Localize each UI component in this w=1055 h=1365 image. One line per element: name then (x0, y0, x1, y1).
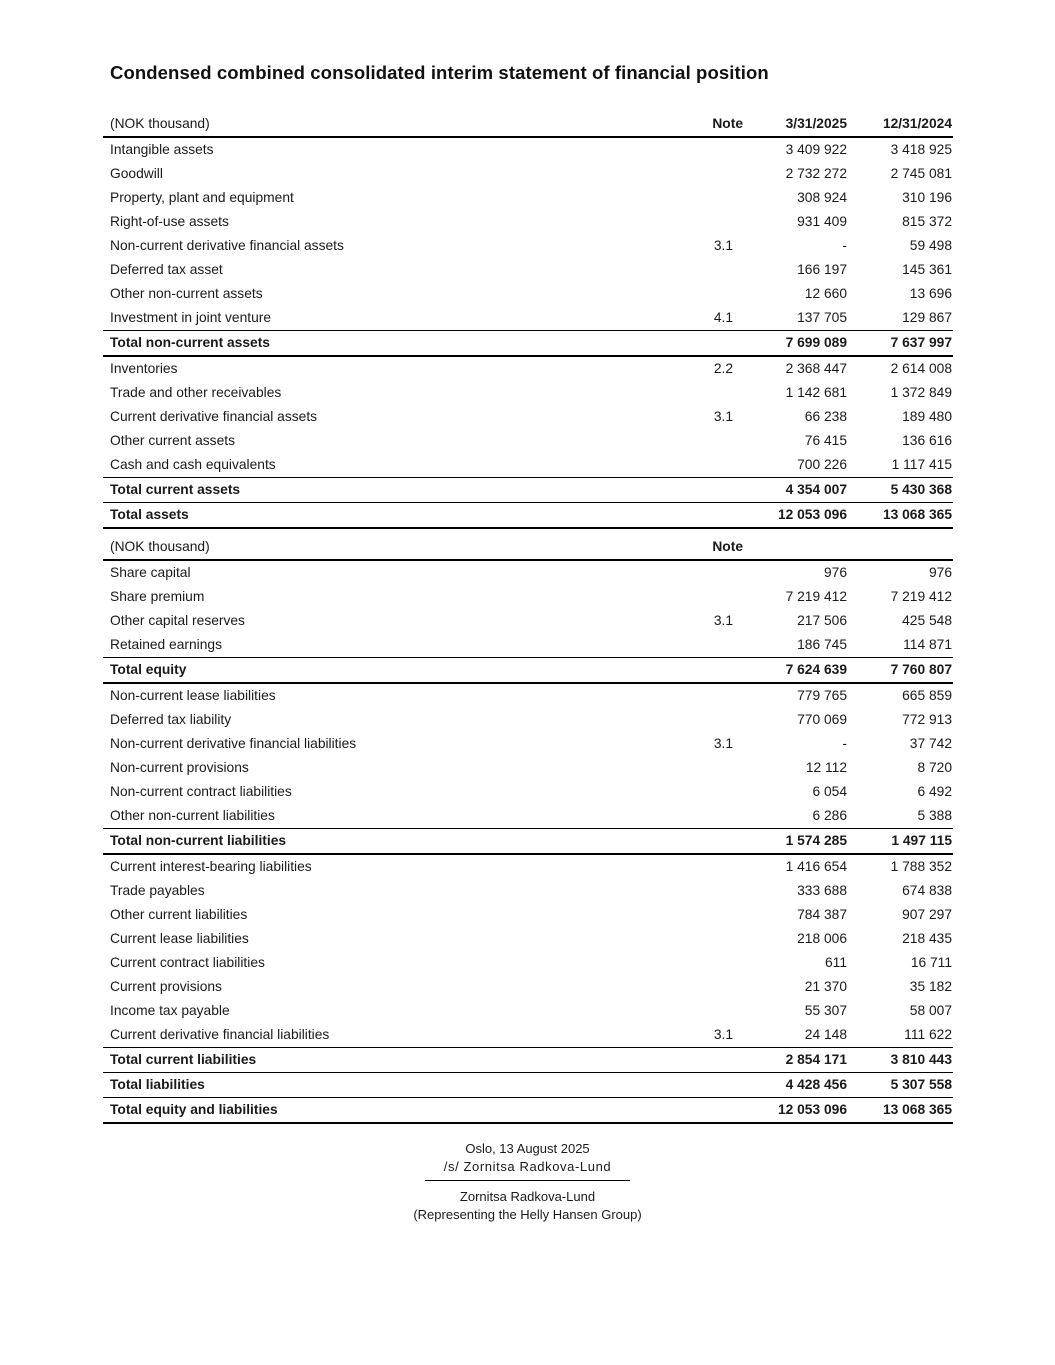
table-row (103, 210, 953, 234)
table-row (103, 585, 953, 609)
assets-table (103, 112, 953, 529)
cell-col1: 976 (823, 565, 847, 580)
equity-liabilities-table-header-row (103, 535, 953, 560)
column-header-col2: 12/31/2024 (847, 112, 953, 137)
cell-note (600, 1098, 743, 1124)
cell-label: Other capital reserves (110, 613, 245, 628)
cell-note: 2.2 (713, 361, 733, 376)
table-row (103, 234, 953, 258)
cell-label: Current lease liabilities (110, 931, 249, 946)
cell-note (600, 560, 743, 585)
cell-label: Property, plant and equipment (110, 190, 294, 205)
cell-label: Intangible assets (110, 142, 214, 157)
cell-col2: 8 720 (917, 760, 952, 775)
cell-col2: 310 196 (902, 190, 952, 205)
cell-label: Investment in joint venture (110, 310, 272, 325)
cell-label: Total assets (103, 503, 600, 529)
signature-representing: (Representing the Helly Hansen Group) (413, 1206, 642, 1222)
column-header-col1: 3/31/2025 (743, 112, 847, 137)
table-row (103, 258, 953, 282)
cell-col1: 784 387 (797, 907, 847, 922)
table-row (103, 478, 953, 503)
cell-note (600, 999, 743, 1023)
cell-col2: 218 435 (902, 931, 952, 946)
cell-label: Cash and cash equivalents (110, 457, 276, 472)
cell-label: Other non-current assets (110, 286, 263, 301)
cell-label: Total liabilities (103, 1073, 600, 1098)
table-row (103, 756, 953, 780)
cell-note: 4.1 (713, 310, 733, 325)
equity-liabilities-table-body (103, 560, 953, 1123)
cell-col2: 1 372 849 (890, 385, 952, 400)
table-row (103, 609, 953, 633)
cell-note (600, 951, 743, 975)
cell-note (600, 683, 743, 708)
signature-rule (425, 1180, 630, 1181)
cell-note (600, 658, 743, 684)
cell-label: Other current assets (110, 433, 235, 448)
cell-col2: 2 745 081 (890, 166, 952, 181)
table-row (103, 732, 953, 756)
cell-note (600, 829, 743, 855)
table-row (103, 975, 953, 999)
table-row (103, 658, 953, 684)
cell-col1: 2 368 447 (785, 361, 847, 376)
cell-label: Income tax payable (110, 1003, 230, 1018)
cell-col1: 217 506 (797, 613, 847, 628)
cell-note (600, 258, 743, 282)
cell-label: Total equity and liabilities (103, 1098, 600, 1124)
cell-col1: 308 924 (797, 190, 847, 205)
cell-label: Trade and other receivables (110, 385, 282, 400)
cell-col2: 114 871 (903, 637, 952, 652)
cell-col1: 6 054 (812, 784, 847, 799)
cell-col1: 218 006 (797, 931, 847, 946)
cell-label: Current interest-bearing liabilities (110, 859, 312, 874)
cell-col1: 1 574 285 (743, 829, 847, 855)
cell-col1: 3 409 922 (785, 142, 847, 157)
column-header-col1 (743, 535, 847, 560)
table-row (103, 381, 953, 405)
column-header-label: (NOK thousand) (103, 112, 600, 137)
cell-col2: 111 622 (904, 1027, 952, 1042)
table-row (103, 1023, 953, 1048)
cell-note (600, 186, 743, 210)
cell-label: Total equity (103, 658, 600, 684)
cell-col2: 37 742 (909, 736, 952, 751)
table-row (103, 633, 953, 658)
cell-col1: - (842, 736, 847, 751)
cell-col2: 189 480 (902, 409, 952, 424)
cell-label: Current provisions (110, 979, 222, 994)
cell-label: Inventories (110, 361, 178, 376)
cell-col1: 4 354 007 (743, 478, 847, 503)
table-row (103, 137, 953, 162)
cell-col1: 2 732 272 (785, 166, 847, 181)
cell-col1: 700 226 (797, 457, 847, 472)
cell-col2: 2 614 008 (890, 361, 952, 376)
table-row (103, 503, 953, 529)
table-row (103, 405, 953, 429)
table-row (103, 927, 953, 951)
cell-label: Deferred tax liability (110, 712, 232, 727)
cell-col1: 7 624 639 (743, 658, 847, 684)
cell-note: 3.1 (713, 409, 733, 424)
cell-note (600, 503, 743, 529)
cell-col1: 12 053 096 (743, 1098, 847, 1124)
cell-col1: 76 415 (804, 433, 847, 448)
cell-col2: 772 913 (902, 712, 952, 727)
cell-label: Total current assets (103, 478, 600, 503)
table-row (103, 560, 953, 585)
cell-col2: 35 182 (909, 979, 952, 994)
cell-col2: 13 068 365 (847, 503, 953, 529)
cell-label: Non-current contract liabilities (110, 784, 292, 799)
signature-signed-line: /s/ Zornitsa Radkova-Lund (443, 1158, 612, 1174)
cell-label: Other current liabilities (110, 907, 248, 922)
cell-note (600, 453, 743, 478)
table-row (103, 951, 953, 975)
cell-col2: 136 616 (902, 433, 952, 448)
cell-col2: 907 297 (902, 907, 952, 922)
table-row (103, 879, 953, 903)
cell-col1: 12 053 096 (743, 503, 847, 529)
cell-col1: 1 142 681 (785, 385, 847, 400)
cell-note: 3.1 (713, 238, 733, 253)
table-row (103, 429, 953, 453)
cell-col2: 13 696 (909, 286, 952, 301)
cell-label: Trade payables (110, 883, 205, 898)
table-row (103, 829, 953, 855)
table-row (103, 186, 953, 210)
cell-note: 3.1 (713, 613, 733, 628)
cell-label: Goodwill (110, 166, 163, 181)
cell-col2: 6 492 (917, 784, 952, 799)
assets-table-header-row (103, 112, 953, 137)
signature-place-date: Oslo, 13 August 2025 (465, 1141, 590, 1156)
cell-note (600, 633, 743, 658)
cell-col2: 815 372 (902, 214, 952, 229)
cell-col2: 1 788 352 (890, 859, 952, 874)
cell-note (600, 478, 743, 503)
cell-col2: 5 430 368 (847, 478, 953, 503)
cell-note (600, 756, 743, 780)
table-row (103, 1098, 953, 1124)
cell-col1: 186 745 (797, 637, 847, 652)
cell-note (600, 879, 743, 903)
cell-col2: 129 867 (902, 310, 952, 325)
cell-label: Total non-current liabilities (103, 829, 600, 855)
cell-note (600, 282, 743, 306)
cell-note (600, 927, 743, 951)
column-header-col2 (847, 535, 953, 560)
cell-note (600, 780, 743, 804)
cell-col2: 58 007 (909, 1003, 952, 1018)
table-row (103, 306, 953, 331)
table-row (103, 162, 953, 186)
cell-note (600, 381, 743, 405)
cell-note (600, 975, 743, 999)
cell-label: Current derivative financial liabilities (110, 1027, 330, 1042)
cell-col2: 13 068 365 (847, 1098, 953, 1124)
cell-label: Total non-current assets (103, 331, 600, 357)
cell-col2: 3 418 925 (890, 142, 952, 157)
cell-label: Retained earnings (110, 637, 222, 652)
cell-col1: 7 219 412 (785, 589, 847, 604)
cell-label: Non-current provisions (110, 760, 249, 775)
page-title: Condensed combined consolidated interim statement of financial position (110, 62, 769, 83)
cell-note (600, 1048, 743, 1073)
cell-col2: 976 (928, 565, 952, 580)
cell-note (600, 585, 743, 609)
cell-col1: 779 765 (797, 688, 847, 703)
cell-label: Total current liabilities (103, 1048, 600, 1073)
cell-label: Non-current derivative financial assets (110, 238, 344, 253)
cell-col2: 145 361 (902, 262, 952, 277)
cell-note (600, 1073, 743, 1098)
cell-col2: 665 859 (902, 688, 952, 703)
cell-col1: 66 238 (804, 409, 847, 424)
cell-col2: 7 219 412 (890, 589, 952, 604)
table-row (103, 804, 953, 829)
cell-label: Right-of-use assets (110, 214, 229, 229)
table-row (103, 1048, 953, 1073)
cell-col1: 12 112 (805, 760, 847, 775)
cell-col1: 6 286 (812, 808, 847, 823)
cell-label: Deferred tax asset (110, 262, 223, 277)
cell-col1: 55 307 (804, 1003, 847, 1018)
cell-col1: 770 069 (797, 712, 847, 727)
cell-col1: 931 409 (797, 214, 847, 229)
column-header-label: (NOK thousand) (103, 535, 600, 560)
cell-note (600, 854, 743, 879)
table-row (103, 903, 953, 927)
cell-col2: 7 637 997 (847, 331, 953, 357)
cell-col1: 611 (825, 955, 847, 970)
cell-label: Share capital (110, 565, 191, 580)
cell-label: Other non-current liabilities (110, 808, 275, 823)
cell-col1: - (842, 238, 847, 253)
table-row (103, 1073, 953, 1098)
cell-note (600, 708, 743, 732)
cell-col1: 7 699 089 (743, 331, 847, 357)
cell-col2: 5 388 (917, 808, 952, 823)
cell-col1: 1 416 654 (785, 859, 847, 874)
cell-note (600, 903, 743, 927)
cell-col2: 1 117 415 (891, 457, 952, 472)
table-row (103, 999, 953, 1023)
table-row (103, 780, 953, 804)
cell-note: 3.1 (713, 1027, 733, 1042)
cell-col2: 425 548 (902, 613, 952, 628)
signature-name: Zornitsa Radkova-Lund (459, 1189, 596, 1204)
cell-col2: 16 711 (910, 955, 952, 970)
table-row (103, 683, 953, 708)
cell-col1: 333 688 (797, 883, 847, 898)
cell-label: Current derivative financial assets (110, 409, 318, 424)
cell-col2: 59 498 (909, 238, 952, 253)
cell-col1: 24 148 (804, 1027, 847, 1042)
cell-note (600, 137, 743, 162)
cell-col1: 2 854 171 (743, 1048, 847, 1073)
column-header-note: Note (600, 535, 743, 560)
cell-col2: 3 810 443 (847, 1048, 953, 1073)
assets-table-body (103, 137, 953, 528)
table-row (103, 708, 953, 732)
cell-note (600, 804, 743, 829)
table-row (103, 331, 953, 357)
cell-col1: 21 370 (804, 979, 847, 994)
cell-col2: 7 760 807 (847, 658, 953, 684)
cell-label: Current contract liabilities (110, 955, 265, 970)
cell-col1: 12 660 (804, 286, 847, 301)
cell-note (600, 429, 743, 453)
table-row (103, 854, 953, 879)
cell-label: Non-current lease liabilities (110, 688, 276, 703)
cell-col1: 166 197 (797, 262, 847, 277)
cell-col2: 1 497 115 (847, 829, 953, 855)
cell-label: Non-current derivative financial liabilities (110, 736, 357, 751)
cell-col1: 4 428 456 (743, 1073, 847, 1098)
table-row (103, 453, 953, 478)
cell-note (600, 210, 743, 234)
cell-note (600, 162, 743, 186)
cell-col2: 674 838 (902, 883, 952, 898)
column-header-note: Note (600, 112, 743, 137)
cell-note (600, 331, 743, 357)
table-row (103, 282, 953, 306)
equity-and-liabilities-table (103, 535, 953, 1124)
table-row (103, 356, 953, 381)
cell-note: 3.1 (713, 736, 733, 751)
signature-block (0, 1140, 1055, 1223)
cell-label: Share premium (110, 589, 205, 604)
cell-col1: 137 705 (797, 310, 847, 325)
cell-col2: 5 307 558 (847, 1073, 953, 1098)
